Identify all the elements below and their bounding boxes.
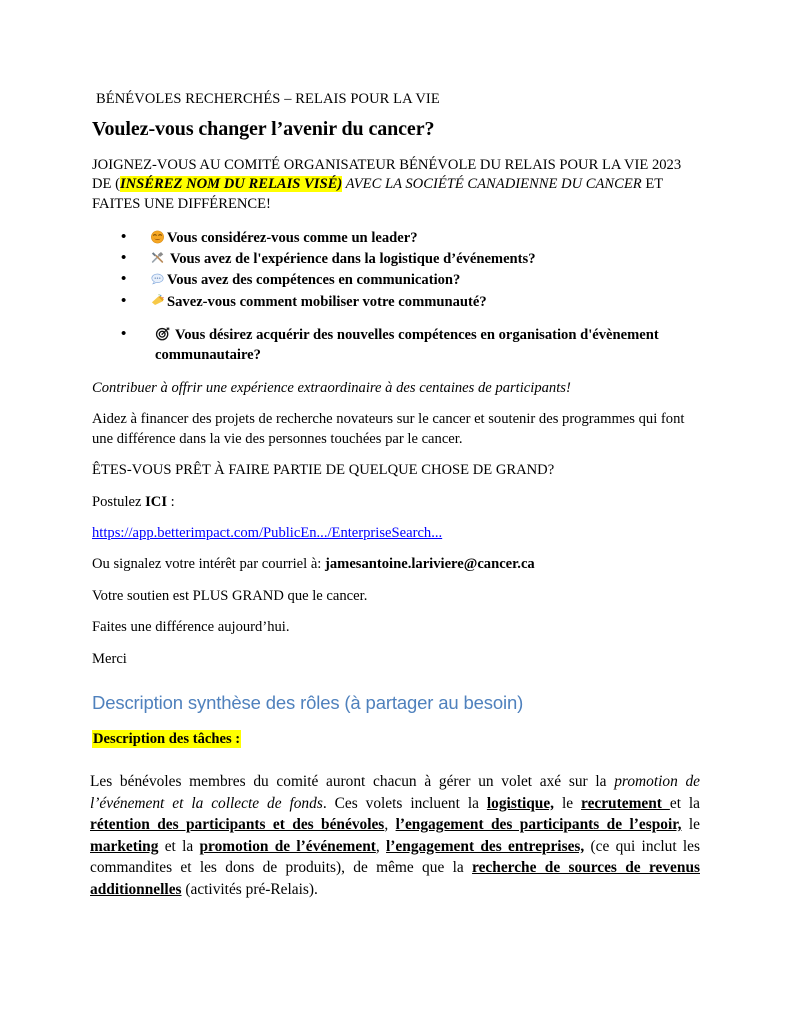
qualities-bullet-list	[92, 228, 700, 365]
tasks-term-engagement-entreprises: l’engagement des entreprises,	[386, 837, 585, 855]
tasks-paragraph	[90, 771, 700, 900]
apply-suffix: :	[167, 493, 175, 510]
roles-section-heading: Description synthèse des rôles (à partager au besoin)	[92, 692, 524, 713]
lead-part-1: JOIGNEZ-VOUS AU COMITÉ ORGANISATEUR BÉNÉVOLE DU RELAIS POUR LA VIE 2023 DE (	[92, 156, 682, 193]
tasks-seg-5: ,	[384, 816, 396, 834]
list-item	[92, 292, 700, 312]
lead-paragraph	[92, 156, 700, 215]
tasks-term-logistique: logistique,	[486, 794, 555, 812]
apply-ici-label: ICI	[145, 493, 168, 510]
list-item	[92, 270, 700, 290]
tasks-seg-10: (activités pré-Relais).	[181, 880, 318, 898]
apply-line	[92, 493, 700, 512]
funding-paragraph: Aidez à financer des projets de recherche novateurs sur le cancer et soutenir des programmes qui font une différence dans la vie des personnes touchées par le cancer.	[92, 411, 685, 447]
difference-line: Faites une différence aujourd’hui.	[92, 619, 290, 636]
hammer-and-wrench-emoji	[150, 251, 165, 265]
list-item-label: Vous avez de l'expérience dans la logistique d’événements?	[170, 251, 536, 268]
tasks-seg-1: Les bénévoles membres du comité auront chacun à gérer un volet axé sur la	[90, 773, 615, 791]
tasks-seg-7: et la	[158, 837, 200, 855]
lead-part-2: AVEC LA SOCIÉTÉ CANADIENNE DU CANCER	[342, 176, 642, 193]
tasks-term-marketing: marketing	[90, 837, 159, 855]
list-item	[92, 228, 700, 248]
lead-highlight-placeholder: INSÉREZ NOM DU RELAIS VISÉ)	[119, 176, 343, 193]
kicker-line: BÉNÉVOLES RECHERCHÉS – RELAIS POUR LA VIE	[96, 91, 440, 107]
speech-balloon-emoji	[150, 272, 165, 286]
tasks-seg-8: ,	[375, 837, 387, 855]
apply-prefix: Postulez	[92, 493, 146, 510]
list-item-label: Vous avez des compétences en communication?	[167, 272, 461, 289]
document-content	[92, 90, 700, 900]
ready-question: ÊTES-VOUS PRÊT À FAIRE PARTIE DE QUELQUE CHOSE DE GRAND?	[92, 462, 555, 479]
contact-email: jamesantoine.lariviere@cancer.ca	[325, 556, 535, 573]
tasks-term-promotion: promotion de l’événement	[199, 837, 376, 855]
tasks-heading	[92, 730, 700, 749]
contribute-line: Contribuer à offrir une expérience extraordinaire à des centaines de participants!	[92, 379, 571, 396]
list-item	[92, 325, 700, 365]
tasks-heading-text: Description des tâches :	[93, 731, 241, 748]
application-link[interactable]: https://app.betterimpact.com/PublicEn.../EnterpriseSearch...	[92, 524, 443, 541]
megaphone-emoji	[150, 294, 165, 308]
email-line	[92, 555, 700, 574]
dart-target-emoji	[155, 327, 170, 341]
support-line: Votre soutien est PLUS GRAND que le cancer.	[92, 587, 368, 604]
tasks-seg-2: . Ces volets incluent la	[322, 794, 487, 812]
list-item	[92, 249, 700, 269]
tasks-term-revenus-additionnels: recherche de sources de revenus additionnelles	[90, 859, 700, 898]
list-item-label: Vous désirez acquérir des nouvelles compétences en organisation d'évènement communautaire?	[155, 326, 659, 363]
star-struck-face-emoji	[150, 230, 165, 244]
tasks-seg-3: le	[554, 794, 582, 812]
tasks-term-engagement-participants: l’engagement des participants de l’espoir,	[395, 816, 682, 834]
tasks-seg-4: et la	[669, 794, 701, 812]
page-title: Voulez-vous changer l’avenir du cancer?	[92, 117, 435, 140]
tasks-italic-1: promotion de l’événement et la collecte de fonds	[90, 773, 701, 812]
email-prefix: Ou signalez votre intérêt par courriel à:	[92, 556, 325, 573]
apply-link-row	[92, 524, 700, 543]
thanks-line: Merci	[92, 650, 127, 667]
list-item-label: Savez-vous comment mobiliser votre communauté?	[167, 293, 487, 310]
tasks-term-recrutement: recrutement	[581, 794, 670, 812]
list-item-label: Vous considérez-vous comme un leader?	[167, 230, 418, 247]
lead-part-3: ET FAITES UNE DIFFÉRENCE!	[92, 176, 663, 212]
tasks-term-retention: rétention des participants et des bénévoles	[90, 816, 385, 834]
tasks-seg-9: (ce qui inclut les commandites et les dons de produits), de même que la	[90, 837, 700, 877]
tasks-seg-6: le	[681, 816, 700, 834]
